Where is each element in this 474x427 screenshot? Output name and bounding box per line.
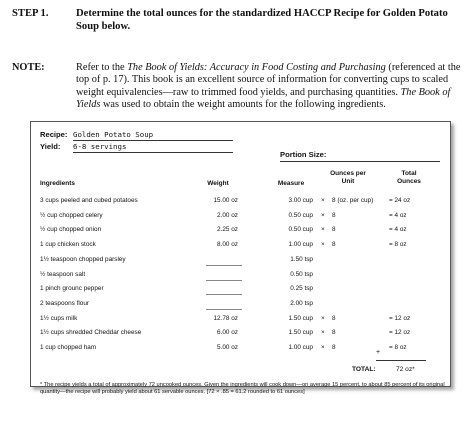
total-value: 72 oz* [396,366,415,373]
cell-measure: 1.50 cup [288,314,313,322]
cell-total: = 8 oz [389,344,407,351]
cell-x: × [321,314,325,322]
recipe-card [30,121,451,395]
cell-total: = 12 oz [389,329,411,337]
cell-weight: 6.00 oz [217,329,238,337]
header-ingredients: Ingredients [40,180,76,187]
header-measure: Measure [277,180,305,187]
portion-underline [280,161,440,162]
cell-measure: 2.00 tsp [290,299,313,307]
cell-ingredient: ½ cup chopped onion [40,226,102,234]
step-label: STEP 1. [12,8,49,19]
cell-per-unit: 8 [332,241,336,249]
recipe-label: Recipe: [40,130,68,139]
cell-ingredient: 1½ cups milk [40,314,78,322]
cell-weight: 12.78 oz [213,314,238,322]
cell-per-unit: 8 [332,211,336,219]
cell-x: × [321,197,325,204]
blank-weight-line [206,294,242,295]
note-book-title: The Book of Yields: Accuracy in Food Costing and Purchasing [127,62,386,73]
blank-weight-line [206,280,242,281]
cell-per-unit: 8 [332,344,336,351]
cell-measure: 3.00 cup [288,197,313,204]
total-label: TOTAL: [352,366,376,373]
cell-measure: 0.50 cup [288,211,313,219]
yield-value: 6-8 servings [73,142,127,151]
table-row [31,315,452,327]
cell-x: × [321,329,325,337]
header-ounces-per-unit: Ounces per Unit [330,170,366,185]
table-row [31,285,452,297]
header-weight: Weight [207,180,229,187]
cell-ingredient: 1 cup chopped ham [40,344,97,351]
table-row [31,329,452,341]
cell-measure: 0.50 tsp [290,270,313,278]
cell-total: = 12 oz [389,314,411,322]
cell-x: × [321,241,325,249]
cell-measure: 0.25 tsp [290,285,313,293]
cell-measure: 0.50 cup [288,226,313,234]
cell-measure: 1.00 cup [288,344,313,351]
cell-weight: 15.00 oz [213,197,238,204]
blank-weight-line [206,265,242,266]
cell-x: × [321,226,325,234]
cell-ingredient: ½ cup chopped celery [40,211,103,219]
table-row [31,256,452,268]
cell-weight: 8.00 oz [217,241,238,249]
cell-per-unit: 8 [332,329,336,337]
cell-ingredient: 1 cup chicken stock [40,241,96,249]
footnote: * The recipe yields a total of approximately 72 uncooked ounces. Given the ingredients will cook down—on average 15 percent, to about 85 percent of its original quantity—the recipe will probably yield about 61 servable ounces. [72 × .85 = 61.2 rounded to 61 ounces] [40,382,445,395]
table-row [31,226,452,238]
blank-weight-line [206,309,242,310]
cell-total: = 8 oz [389,241,407,249]
cell-ingredient: 1½ teaspoon chopped parsley [40,255,126,263]
note-post: was used to obtain the weight amounts for the following ingredients. [100,98,386,110]
table-row [31,271,452,283]
yield-underline [73,152,233,153]
cell-per-unit: 8 [332,226,336,234]
note-book-title-2: The Book of Yields [76,86,451,110]
yield-label: Yield: [40,142,61,151]
cell-total: = 24 oz [389,197,411,204]
table-row [31,241,452,253]
table-row [31,197,452,209]
note-mid: (referenced at the top of p. 17). This book is an excellent source of information for converting cups to scaled weight equivalencies—raw to trimmed food yields, and purchasing quantities. [76,62,461,98]
table-row [31,344,452,356]
cell-per-unit: 8 [332,314,336,322]
cell-ingredient: 1½ cups shredded Cheddar cheese [40,329,142,337]
total-rule [376,360,426,361]
cell-x: × [321,344,325,351]
cell-x: × [321,211,325,219]
cell-weight: 2.00 oz [217,211,238,219]
cell-weight: 2.25 oz [217,226,238,234]
header-total-ounces: Total Ounces [397,170,421,185]
step-text: Determine the total ounces for the standardized HACCP Recipe for Golden Potato Soup below. [76,8,448,32]
cell-ingredient: ½ teaspoon salt [40,270,86,278]
note-label: NOTE: [12,62,45,73]
cell-measure: 1.50 cup [288,329,313,337]
cell-ingredient: 1 pinch grounc pepper [40,285,104,293]
table-row [31,300,452,312]
cell-total: = 4 oz [389,211,407,219]
portion-size-label: Portion Size: [280,150,327,159]
table-row [31,212,452,224]
recipe-name: Golden Potato Soup [73,130,154,139]
cell-weight: 5.00 oz [217,344,238,351]
note-pre: Refer to the [76,62,128,73]
note-text [76,62,464,111]
recipe-underline [73,140,233,141]
cell-total: = 4 oz [389,226,407,234]
cell-ingredient: 3 cups peeled and cubed potatoes [40,197,138,204]
cell-ingredient: 2 teaspoons flour [40,299,90,307]
plus-sign: + [376,349,381,356]
cell-measure: 1.50 tsp [290,255,313,263]
cell-per-unit: 8 (oz. per cup) [332,197,374,204]
cell-measure: 1.00 cup [288,241,313,249]
